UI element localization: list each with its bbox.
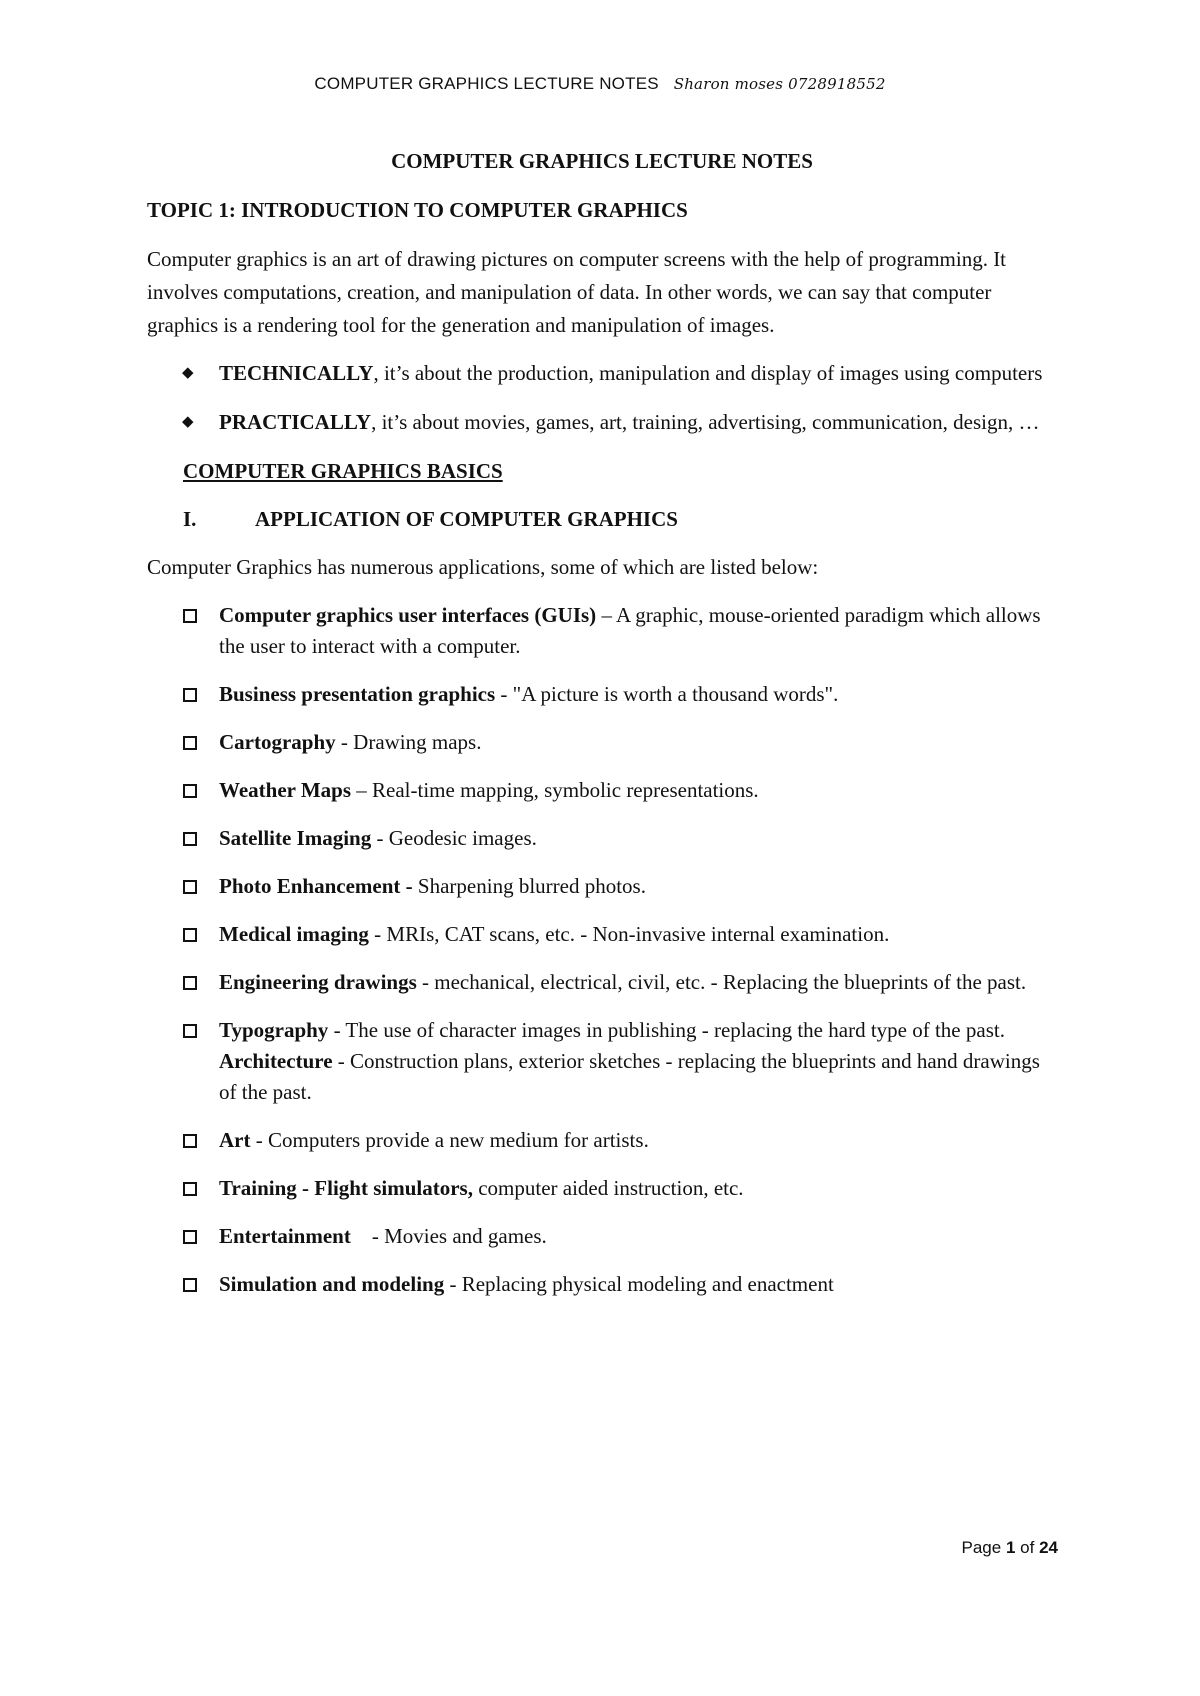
checkbox-bullet-icon [183,736,197,750]
item-description: – A graphic, mouse-oriented paradigm which allows the user to interact with a computer. [219,603,1041,658]
checkbox-bullet-icon [183,928,197,942]
item-term: Photo Enhancement - [219,874,413,898]
bullet-technically [147,358,1057,389]
item-term: Art [219,1128,251,1152]
bullet-text: , it’s about the production, manipulation and display of images using computers [373,361,1043,385]
checkbox-bullet-icon [183,609,197,623]
checkbox-bullet-icon [183,1182,197,1196]
footer-total-pages: 24 [1039,1538,1058,1557]
checkbox-bullet-icon [183,1230,197,1244]
list-item [147,600,1057,662]
diamond-bullet-icon: ◆ [182,414,194,430]
running-header [0,74,1200,94]
item-term: Computer graphics user interfaces (GUIs) [219,603,597,627]
item-term: Business presentation graphics [219,682,496,706]
checkbox-bullet-icon [183,880,197,894]
list-item [147,1015,1057,1108]
list-item [147,1269,1057,1300]
item-description: - Replacing physical modeling and enactment [444,1272,834,1296]
list-item [147,823,1057,854]
bullet-label: TECHNICALLY [219,361,374,385]
footer-page-label: Page [961,1538,1002,1557]
item-description: – Real-time mapping, symbolic representations. [351,778,759,802]
list-item [147,775,1057,806]
checkbox-bullet-icon [183,688,197,702]
section-heading: COMPUTER GRAPHICS BASICS [183,459,503,483]
item-term: Simulation and modeling [219,1272,445,1296]
bullet-practically [147,407,1057,438]
intro-paragraph: Computer graphics is an art of drawing pictures on computer screens with the help of programming. It involves computations, creation, and manipulation of data. In other words, we can say that computer graphics is a rendering tool for the generation and manipulation of images. [147,247,1007,337]
page-footer [962,1538,1058,1558]
checkbox-bullet-icon [183,976,197,990]
item-term: Satellite Imaging [219,826,372,850]
item-description: - Geodesic images. [371,826,537,850]
header-title: COMPUTER GRAPHICS LECTURE NOTES [314,74,659,93]
list-item [147,727,1057,758]
bullet-label: PRACTICALLY [219,410,372,434]
item-term: Engineering drawings [219,970,417,994]
checkbox-bullet-icon [183,1134,197,1148]
header-author: Sharon moses 0728918552 [673,75,886,93]
list-item [147,1125,1057,1156]
checkbox-bullet-icon [183,784,197,798]
item-description: Sharpening blurred photos. [412,874,646,898]
sub-heading-number: I. [183,507,197,531]
item-description: - MRIs, CAT scans, etc. - Non-invasive internal examination. [368,922,890,946]
item-description: - The use of character images in publishing - replacing the hard type of the past. [328,1018,1005,1042]
item-description: - "A picture is worth a thousand words". [495,682,839,706]
footer-page-number: 1 [1005,1538,1016,1557]
item-description: - Drawing maps. [335,730,482,754]
item-term-secondary: Architecture [219,1049,333,1073]
checkbox-bullet-icon [183,832,197,846]
applications-list [147,600,1057,1300]
bullet-text: , it’s about movies, games, art, training, advertising, communication, design, … [371,410,1040,434]
item-description: computer aided instruction, etc. [472,1176,744,1200]
item-term: Entertainment [219,1224,351,1248]
topic-heading: TOPIC 1: INTRODUCTION TO COMPUTER GRAPHICS [147,198,688,222]
list-item [147,1173,1057,1204]
list-item [147,871,1057,902]
page-content [147,146,1057,1317]
item-term: Weather Maps [219,778,352,802]
footer-of-label: of [1020,1538,1035,1557]
list-item [147,1221,1057,1252]
checkbox-bullet-icon [183,1278,197,1292]
item-term: Training - Flight simulators, [219,1176,473,1200]
item-description: - Movies and games. [350,1224,547,1248]
item-term: Typography [219,1018,329,1042]
item-description-secondary: - Construction plans, exterior sketches - replacing the blueprints and hand drawings of the past. [219,1049,1040,1104]
checkbox-bullet-icon [183,1024,197,1038]
list-item [147,679,1057,710]
page-title: COMPUTER GRAPHICS LECTURE NOTES [391,149,813,173]
item-description: - Computers provide a new medium for artists. [250,1128,649,1152]
item-term: Medical imaging [219,922,369,946]
sub-heading-text: APPLICATION OF COMPUTER GRAPHICS [255,507,678,531]
list-item [147,967,1057,998]
applications-intro: Computer Graphics has numerous applications, some of which are listed below: [147,555,819,579]
sub-heading [183,504,1057,534]
item-term: Cartography [219,730,336,754]
item-description: - mechanical, electrical, civil, etc. - Replacing the blueprints of the past. [416,970,1027,994]
list-item [147,919,1057,950]
diamond-bullet-icon: ◆ [182,365,194,381]
